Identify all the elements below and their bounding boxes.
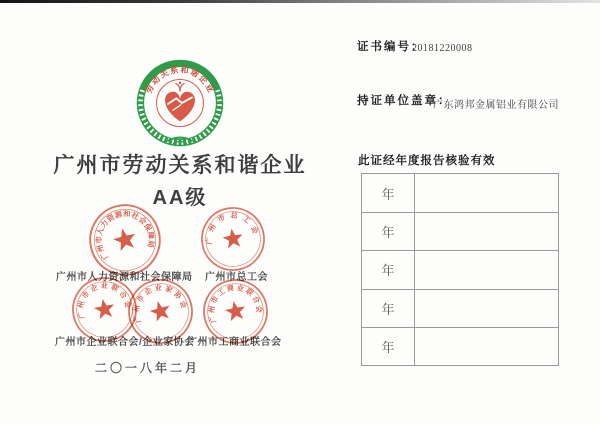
emblem-arc-text: 劳动关系和谐企业 xyxy=(144,65,216,95)
verification-blank-cell xyxy=(415,212,558,250)
verification-blank-cell xyxy=(415,174,558,212)
year-cell: 年 xyxy=(362,327,415,365)
year-cell: 年 xyxy=(362,174,415,212)
holder-label: 持证单位盖章： xyxy=(357,95,452,107)
certificate-number-value: 20181220008 xyxy=(412,43,473,54)
star-icon xyxy=(111,226,138,252)
annual-verification-note: 此证经年度报告核验有效 xyxy=(358,155,496,167)
year-cell: 年 xyxy=(362,212,415,250)
heart-handshake-icon xyxy=(165,92,195,122)
verification-blank-cell xyxy=(415,327,558,365)
seal-arc-text: 广州市企业家协会 xyxy=(133,284,188,324)
seal-entrepreneurs-association xyxy=(127,278,194,345)
annual-verification-table xyxy=(361,173,559,366)
seal-hrss-bureau xyxy=(88,203,162,277)
year-cell: 年 xyxy=(362,250,415,288)
certificate-title: 广州市劳动关系和谐企业 xyxy=(53,154,307,177)
seal-federation-trade-unions xyxy=(200,206,266,272)
scan-edge-artifact xyxy=(0,0,600,3)
seal-arc-text: 广州市总工会 xyxy=(204,210,262,245)
holder-name: 广东鸿邦金属铝业有限公司 xyxy=(433,100,559,111)
seal-arc-text: 广州市人力资源和社会保障局 xyxy=(94,209,156,262)
seal-arc-text: 广州市企业联合会 xyxy=(77,282,132,320)
issue-date: 二〇一八年二月 xyxy=(94,361,200,375)
verification-blank-cell xyxy=(415,250,558,288)
star-icon xyxy=(148,299,173,323)
year-cell: 年 xyxy=(362,289,415,327)
seal-industry-commerce-federation xyxy=(202,278,269,345)
issuer-label-union: 广州市总工会 xyxy=(205,272,268,283)
certificate-number-label: 证书编号： xyxy=(357,41,425,53)
star-icon xyxy=(224,299,247,322)
certificate-grade: AA级 xyxy=(152,187,208,209)
star-icon xyxy=(93,297,116,320)
issuer-label-industry-commerce: 广州市工商业联合会 xyxy=(187,337,282,348)
star-icon xyxy=(222,227,245,249)
seal-arc-text: 广州市工商业联合会 xyxy=(208,284,263,324)
verification-blank-cell xyxy=(415,289,558,327)
harmony-enterprise-emblem xyxy=(134,57,226,149)
issuer-label-hrss: 广州市人力资源和社会保障局 xyxy=(56,272,193,283)
issuer-label-enterprise-federation: 广州市企业联合会/企业家协会 xyxy=(55,337,195,348)
